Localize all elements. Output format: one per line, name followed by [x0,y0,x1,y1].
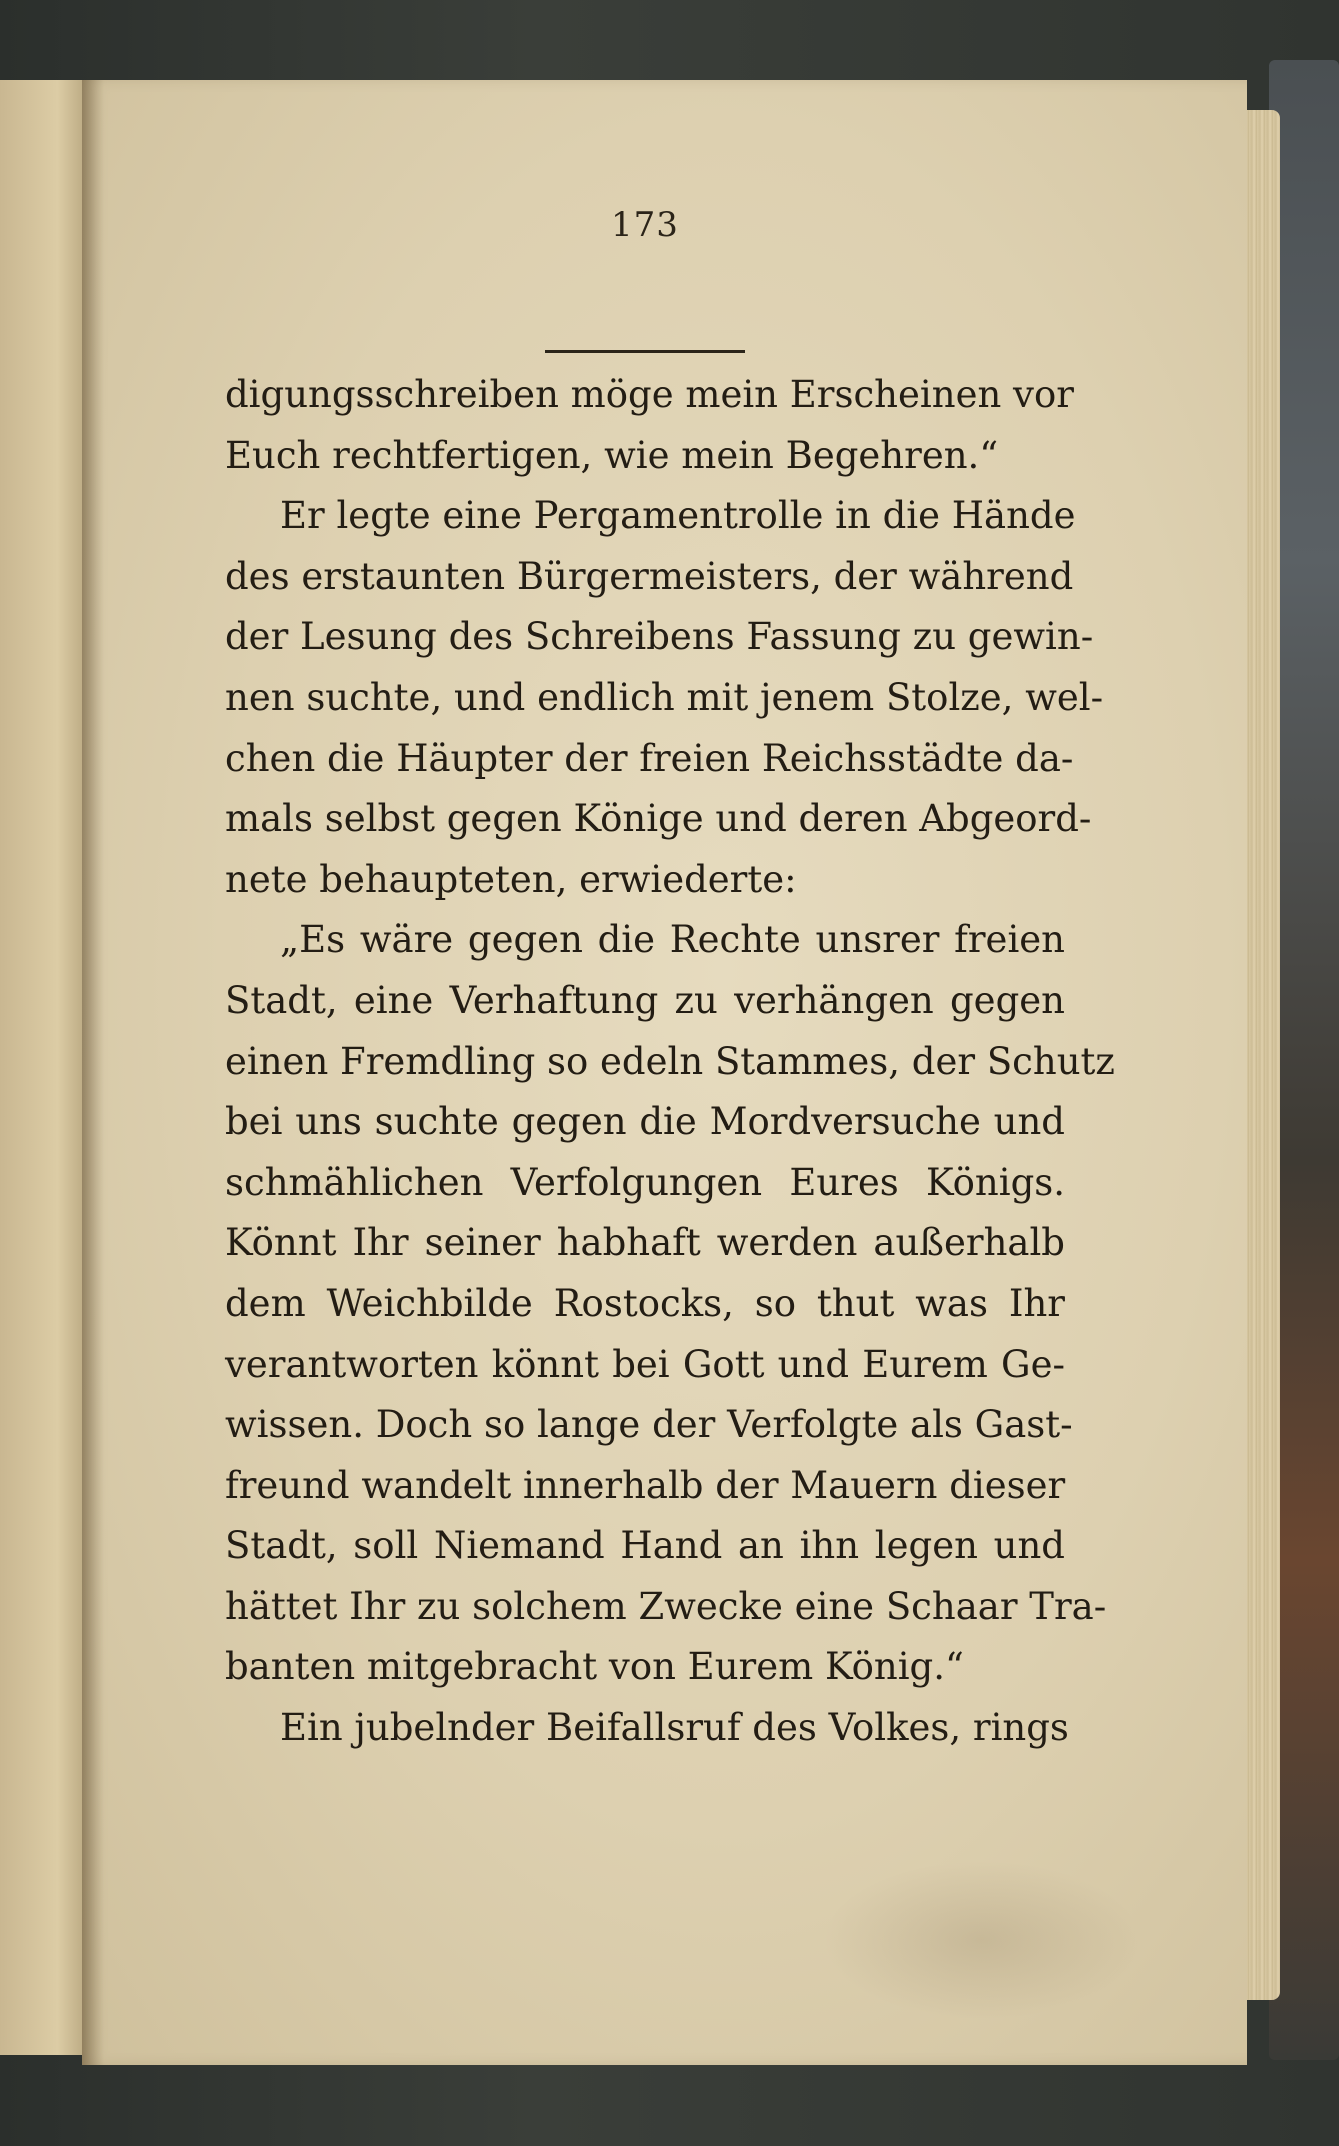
page-number: 173 [611,205,679,245]
text-line: Ein jubelnder Beifallsruf des Volkes, rings [280,1706,1069,1750]
text-line: hättet Ihr zu solchem Zwecke eine Schaar Tra- [225,1584,1107,1628]
text-line: des erstaunten Bürgermeisters, der während [225,554,1074,598]
text-line: Er legte eine Pergamentrolle in die Hände [280,494,1076,538]
text-line: freund wandelt innerhalb der Mauern dieser [225,1463,1066,1507]
text-line: Stadt, eine Verhaftung zu verhängen gegen [225,978,1065,1022]
text-line: digungsschreiben möge mein Erscheinen vor [225,373,1074,416]
text-line: nen suchte, und endlich mit jenem Stolze, wel- [225,675,1104,719]
text-line: Könnt Ihr seiner habhaft werden außerhalb [225,1221,1065,1265]
text-line: verantworten könnt bei Gott und Eurem Ge- [225,1342,1065,1386]
page-smudge [822,1860,1142,2020]
text-line: wissen. Doch so lange der Verfolgte als Gast- [225,1403,1073,1447]
text-line: Euch rechtfertigen, wie mein Begehren.“ [225,433,999,477]
text-line: der Lesung des Schreibens Fassung zu gewin- [225,615,1094,659]
text-line: einen Fremdling so edeln Stammes, der Schutz [225,1039,1115,1083]
header-rule [545,350,745,353]
text-line: schmählichen Verfolgungen Eures Königs. [225,1160,1065,1204]
facing-page-edge [0,80,82,2055]
text-line: „Es wäre gegen die Rechte unsrer freien [280,918,1065,962]
text-line: bei uns suchte gegen die Mordversuche und [225,1100,1065,1144]
text-line: banten mitgebracht von Eurem König.“ [225,1645,964,1689]
body-text [225,365,1115,1759]
page-gutter-shadow [82,80,104,2065]
text-line: dem Weichbilde Rostocks, so thut was Ihr [225,1281,1065,1325]
text-line: Stadt, soll Niemand Hand an ihn legen und [225,1524,1065,1568]
text-line: nete behaupteten, erwiederte: [225,857,797,901]
text-line: chen die Häupter der freien Reichsstädte da- [225,736,1074,780]
text-line: mals selbst gegen Könige und deren Abgeord- [225,797,1092,841]
